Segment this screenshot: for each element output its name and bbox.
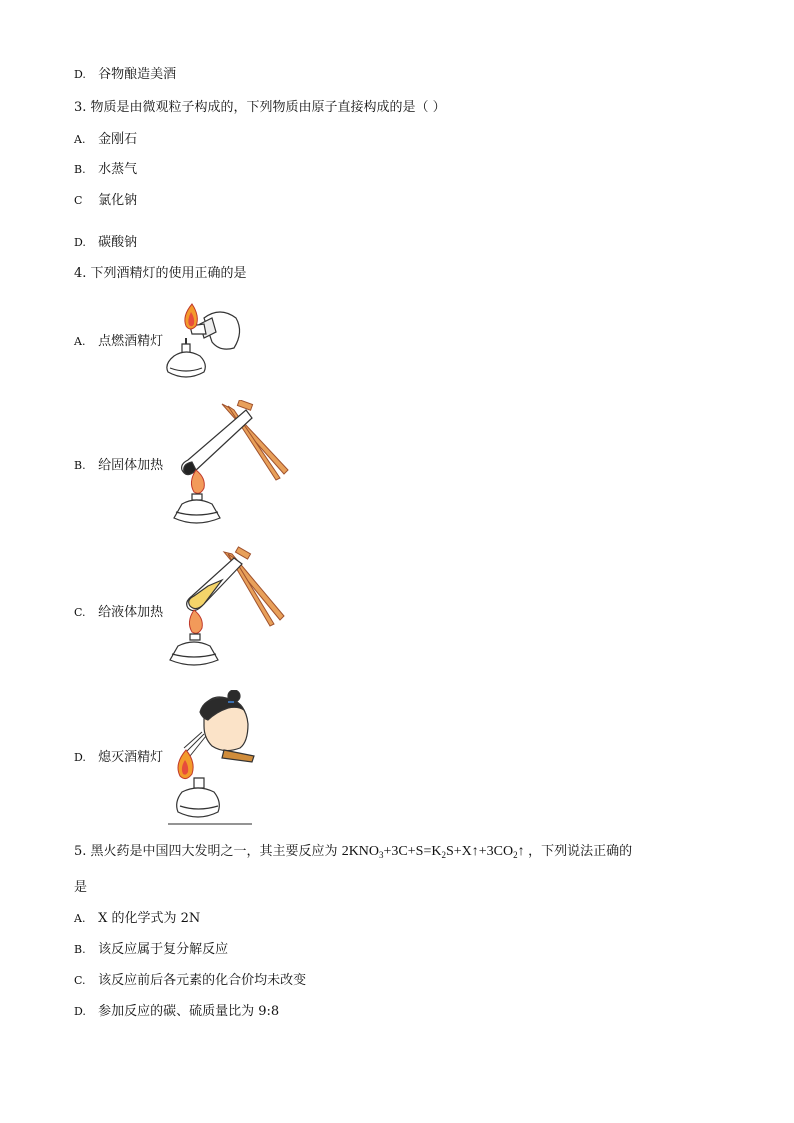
person-head-icon (200, 690, 254, 762)
q3-option-c (74, 192, 137, 210)
option-label: B. (74, 459, 86, 472)
option-text: 给液体加热 (98, 605, 164, 620)
option-text: 点燃酒精灯 (98, 334, 164, 349)
q5-option-b (74, 941, 228, 959)
q3-stem: 3. 物质是由微观粒子构成的，下列物质由原子直接构成的是（ ） (74, 100, 446, 115)
option-label: C (74, 194, 83, 207)
option-text: 碳酸钠 (98, 235, 138, 250)
test-tube-clamp-icon (222, 400, 288, 480)
option-text: X 的化学式为 2N (98, 911, 201, 926)
option-text: 该反应属于复分解反应 (98, 942, 229, 957)
q5-stem-prefix: 5. 黑火药是中国四大发明之一，其主要反应为 (74, 844, 338, 859)
q4-option-c (74, 604, 163, 622)
q3-option-a (74, 131, 137, 149)
eq-part: ↑ (517, 844, 525, 859)
flame-icon (189, 610, 202, 633)
q5-stem (74, 843, 632, 861)
option-label: A. (74, 912, 86, 925)
eq-subscript: 3 (379, 850, 384, 860)
option-label: D. (74, 236, 86, 249)
q4-option-a (74, 333, 163, 351)
extinguish-lamp-figure (164, 690, 258, 830)
q2-option-d (74, 66, 176, 84)
option-text: 谷物酿造美酒 (98, 67, 177, 82)
eq-subscript: 2 (513, 850, 518, 860)
option-label: C. (74, 974, 86, 987)
option-text: 熄灭酒精灯 (98, 750, 164, 765)
flame-icon (191, 470, 204, 493)
eq-subscript: 2 (441, 850, 446, 860)
option-text: 氯化钠 (98, 193, 138, 208)
q5-stem-suffix: ，下列说法正确的 (528, 844, 633, 859)
option-label: D. (74, 68, 86, 81)
eq-part: 2KNO (341, 844, 380, 859)
option-label: B. (74, 163, 86, 176)
q5-option-c (74, 972, 306, 990)
option-text: 给固体加热 (98, 458, 164, 473)
option-text: 金刚石 (98, 132, 138, 147)
flame-icon (185, 304, 197, 329)
q5-stem-line2: 是 (74, 880, 88, 895)
q5-option-d (74, 1003, 279, 1021)
option-label: C. (74, 606, 86, 619)
alcohol-lamp-icon (170, 634, 218, 665)
heating-solid-figure (168, 400, 292, 526)
option-label: B. (74, 943, 86, 956)
alcohol-lamp-icon (167, 338, 205, 377)
option-label: D. (74, 1005, 86, 1018)
q4-option-d (74, 749, 163, 767)
eq-part: S+X↑+3CO (445, 844, 514, 859)
q4-option-b (74, 457, 163, 475)
heating-liquid-figure (164, 546, 288, 672)
q4-stem: 4. 下列酒精灯的使用正确的是 (74, 266, 247, 281)
option-text: 水蒸气 (98, 162, 138, 177)
q3-option-d (74, 234, 137, 252)
option-label: A. (74, 133, 86, 146)
alcohol-lamp-icon (174, 494, 220, 523)
option-text: 参加反应的碳、硫质量比为 9:8 (98, 1004, 280, 1019)
q3-option-b (74, 161, 137, 179)
chemical-equation (342, 844, 528, 859)
alcohol-lamp-icon (168, 778, 252, 824)
eq-part: +3C+S=K (383, 844, 442, 859)
option-text: 该反应前后各元素的化合价均未改变 (98, 973, 307, 988)
test-tube-icon (187, 558, 242, 611)
q5-option-a (74, 910, 200, 928)
option-label: A. (74, 335, 86, 348)
lamp-lighting-figure (160, 298, 246, 382)
test-tube-icon (182, 410, 252, 475)
option-label: D. (74, 751, 86, 764)
